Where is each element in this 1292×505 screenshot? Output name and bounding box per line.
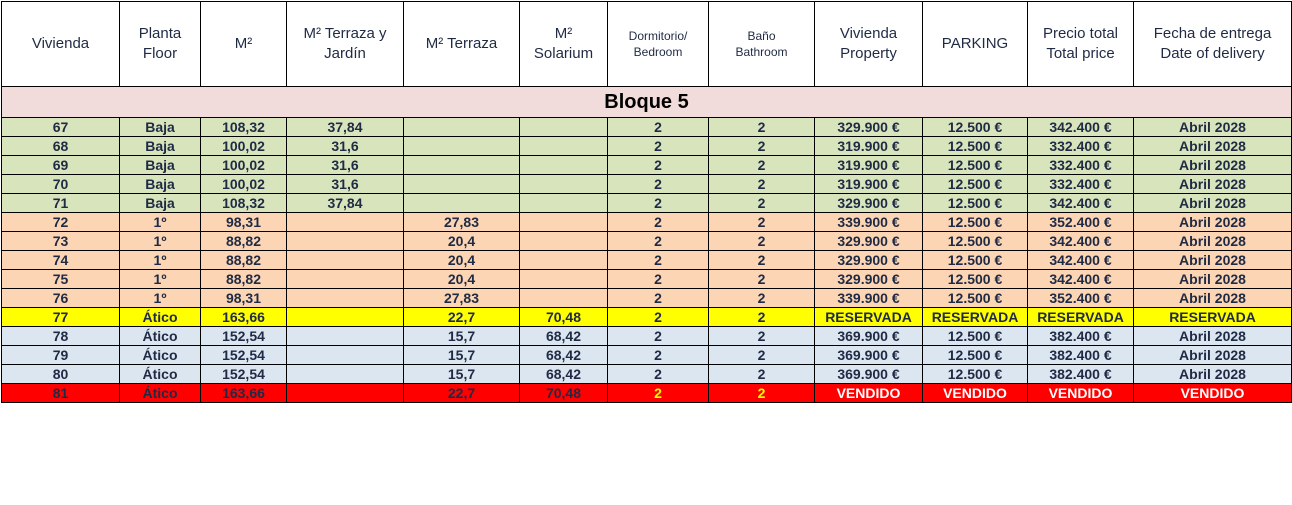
table-cell-fecha-entrega: Abril 2028 bbox=[1134, 251, 1292, 270]
table-cell-parking: 12.500 € bbox=[923, 289, 1028, 308]
column-header-m2-solarium bbox=[520, 2, 608, 87]
table-cell-vivienda: 75 bbox=[2, 270, 120, 289]
table-cell-vivienda-property: 329.900 € bbox=[815, 232, 923, 251]
table-cell-precio-total: 382.400 € bbox=[1028, 327, 1134, 346]
table-cell-vivienda: 74 bbox=[2, 251, 120, 270]
table-cell-precio-total: 342.400 € bbox=[1028, 194, 1134, 213]
table-cell-precio-total: 342.400 € bbox=[1028, 118, 1134, 137]
table-cell-m2: 88,82 bbox=[201, 251, 287, 270]
table-cell-vivienda: 69 bbox=[2, 156, 120, 175]
table-cell-planta: 1º bbox=[120, 232, 201, 251]
table-cell-planta: Baja bbox=[120, 118, 201, 137]
table-cell-m2-terraza: 15,7 bbox=[404, 365, 520, 384]
table-cell-precio-total: 342.400 € bbox=[1028, 270, 1134, 289]
table-cell-m2: 88,82 bbox=[201, 270, 287, 289]
table-cell-vivienda-property: 369.900 € bbox=[815, 346, 923, 365]
table-cell-parking: 12.500 € bbox=[923, 194, 1028, 213]
table-cell-dormitorio: 2 bbox=[608, 213, 709, 232]
table-cell-planta: Ático bbox=[120, 384, 201, 403]
table-cell-vivienda: 77 bbox=[2, 308, 120, 327]
table-cell-fecha-entrega: Abril 2028 bbox=[1134, 346, 1292, 365]
table-cell-m2: 100,02 bbox=[201, 137, 287, 156]
table-cell-bano: 2 bbox=[709, 308, 815, 327]
table-cell-dormitorio: 2 bbox=[608, 270, 709, 289]
table-cell-m2-terraza-jardin bbox=[287, 384, 404, 403]
header-line: Vivienda bbox=[839, 24, 898, 42]
table-cell-dormitorio: 2 bbox=[608, 327, 709, 346]
table-cell-parking: 12.500 € bbox=[923, 232, 1028, 251]
table-cell-planta: Ático bbox=[120, 308, 201, 327]
table-cell-m2-terraza: 22,7 bbox=[404, 308, 520, 327]
header-line: Property bbox=[840, 45, 897, 62]
header-line: Vivienda bbox=[31, 34, 90, 52]
column-header-dormitorio bbox=[608, 2, 709, 87]
table-cell-m2-terraza: 27,83 bbox=[404, 213, 520, 232]
table-cell-dormitorio: 2 bbox=[608, 365, 709, 384]
table-cell-m2: 152,54 bbox=[201, 327, 287, 346]
table-cell-m2: 108,32 bbox=[201, 118, 287, 137]
header-line: Bedroom bbox=[633, 45, 683, 59]
table-cell-parking: 12.500 € bbox=[923, 251, 1028, 270]
table-cell-planta: 1º bbox=[120, 289, 201, 308]
header-line: Date of delivery bbox=[1160, 45, 1265, 62]
table-cell-dormitorio: 2 bbox=[608, 156, 709, 175]
table-cell-dormitorio: 2 bbox=[608, 175, 709, 194]
table-cell-m2-terraza bbox=[404, 118, 520, 137]
table-cell-m2-terraza-jardin bbox=[287, 251, 404, 270]
table-cell-vivienda: 80 bbox=[2, 365, 120, 384]
table-cell-m2-solarium bbox=[520, 232, 608, 251]
table-cell-m2-solarium bbox=[520, 156, 608, 175]
table-cell-dormitorio: 2 bbox=[608, 137, 709, 156]
table-cell-planta: Ático bbox=[120, 346, 201, 365]
table-cell-precio-total: 332.400 € bbox=[1028, 156, 1134, 175]
table-cell-m2-terraza: 15,7 bbox=[404, 346, 520, 365]
table-cell-m2: 98,31 bbox=[201, 213, 287, 232]
table-cell-m2-terraza bbox=[404, 194, 520, 213]
table-cell-planta: Baja bbox=[120, 137, 201, 156]
table-row bbox=[2, 365, 1292, 384]
table-cell-vivienda: 72 bbox=[2, 213, 120, 232]
table-cell-vivienda: 81 bbox=[2, 384, 120, 403]
table-cell-bano: 2 bbox=[709, 384, 815, 403]
column-header-m2-terraza bbox=[404, 2, 520, 87]
table-cell-m2-terraza-jardin bbox=[287, 289, 404, 308]
header-line: PARKING bbox=[941, 34, 1009, 52]
table-cell-dormitorio: 2 bbox=[608, 118, 709, 137]
table-cell-m2-terraza-jardin bbox=[287, 308, 404, 327]
table-row bbox=[2, 156, 1292, 175]
table-cell-vivienda: 76 bbox=[2, 289, 120, 308]
column-header-parking bbox=[923, 2, 1028, 87]
table-cell-m2-terraza-jardin bbox=[287, 327, 404, 346]
table-cell-m2-terraza-jardin: 31,6 bbox=[287, 156, 404, 175]
table-cell-m2-terraza-jardin bbox=[287, 270, 404, 289]
table-cell-m2-terraza-jardin: 31,6 bbox=[287, 175, 404, 194]
table-cell-m2-solarium bbox=[520, 251, 608, 270]
table-cell-planta: Ático bbox=[120, 327, 201, 346]
table-cell-m2-solarium: 70,48 bbox=[520, 384, 608, 403]
header-line: M² bbox=[234, 34, 253, 52]
table-cell-vivienda-property: 369.900 € bbox=[815, 327, 923, 346]
table-row bbox=[2, 194, 1292, 213]
header-line: Planta bbox=[138, 24, 182, 42]
table-cell-fecha-entrega: VENDIDO bbox=[1134, 384, 1292, 403]
table-cell-vivienda: 70 bbox=[2, 175, 120, 194]
table-cell-fecha-entrega: Abril 2028 bbox=[1134, 175, 1292, 194]
table-cell-m2: 152,54 bbox=[201, 346, 287, 365]
table-cell-parking: 12.500 € bbox=[923, 137, 1028, 156]
table-row bbox=[2, 213, 1292, 232]
column-header-m2 bbox=[201, 2, 287, 87]
table-cell-precio-total: 332.400 € bbox=[1028, 137, 1134, 156]
header-line: Jardín bbox=[324, 45, 366, 62]
table-cell-m2-terraza bbox=[404, 175, 520, 194]
table-cell-m2-solarium bbox=[520, 137, 608, 156]
table-row bbox=[2, 346, 1292, 365]
table-cell-fecha-entrega: Abril 2028 bbox=[1134, 270, 1292, 289]
table-cell-m2-solarium bbox=[520, 213, 608, 232]
table-cell-planta: Ático bbox=[120, 365, 201, 384]
table-cell-m2: 100,02 bbox=[201, 175, 287, 194]
table-cell-planta: Baja bbox=[120, 156, 201, 175]
price-list-table bbox=[1, 1, 1292, 403]
table-cell-vivienda-property: 329.900 € bbox=[815, 251, 923, 270]
table-cell-m2: 88,82 bbox=[201, 232, 287, 251]
table-cell-m2-solarium bbox=[520, 289, 608, 308]
table-cell-vivienda-property: 329.900 € bbox=[815, 270, 923, 289]
table-cell-precio-total: 382.400 € bbox=[1028, 365, 1134, 384]
table-row bbox=[2, 308, 1292, 327]
table-cell-dormitorio: 2 bbox=[608, 251, 709, 270]
table-cell-m2: 163,66 bbox=[201, 384, 287, 403]
table-cell-dormitorio: 2 bbox=[608, 232, 709, 251]
header-line: M² bbox=[554, 24, 573, 42]
table-cell-fecha-entrega: Abril 2028 bbox=[1134, 213, 1292, 232]
table-cell-m2: 100,02 bbox=[201, 156, 287, 175]
table-cell-m2-solarium: 68,42 bbox=[520, 346, 608, 365]
table-cell-m2-terraza bbox=[404, 156, 520, 175]
table-cell-m2-terraza-jardin bbox=[287, 365, 404, 384]
section-title: Bloque 5 bbox=[2, 87, 1292, 118]
table-cell-parking: 12.500 € bbox=[923, 175, 1028, 194]
section-row bbox=[2, 87, 1292, 118]
table-cell-precio-total: 342.400 € bbox=[1028, 251, 1134, 270]
table-cell-m2-terraza-jardin: 31,6 bbox=[287, 137, 404, 156]
table-cell-vivienda-property: 329.900 € bbox=[815, 118, 923, 137]
table-cell-fecha-entrega: Abril 2028 bbox=[1134, 232, 1292, 251]
table-cell-dormitorio: 2 bbox=[608, 384, 709, 403]
table-cell-vivienda-property: 329.900 € bbox=[815, 194, 923, 213]
table-row bbox=[2, 289, 1292, 308]
table-cell-m2-terraza-jardin: 37,84 bbox=[287, 194, 404, 213]
table-cell-m2-terraza: 27,83 bbox=[404, 289, 520, 308]
table-cell-vivienda-property: 319.900 € bbox=[815, 175, 923, 194]
table-cell-fecha-entrega: Abril 2028 bbox=[1134, 156, 1292, 175]
table-cell-bano: 2 bbox=[709, 251, 815, 270]
table-cell-dormitorio: 2 bbox=[608, 308, 709, 327]
table-cell-m2-terraza-jardin: 37,84 bbox=[287, 118, 404, 137]
table-cell-m2-solarium bbox=[520, 270, 608, 289]
table-cell-precio-total: 332.400 € bbox=[1028, 175, 1134, 194]
table-cell-bano: 2 bbox=[709, 346, 815, 365]
table-cell-bano: 2 bbox=[709, 289, 815, 308]
table-row bbox=[2, 137, 1292, 156]
table-cell-vivienda: 71 bbox=[2, 194, 120, 213]
table-cell-planta: Baja bbox=[120, 194, 201, 213]
table-cell-vivienda-property: 339.900 € bbox=[815, 289, 923, 308]
table-cell-parking: 12.500 € bbox=[923, 365, 1028, 384]
table-cell-m2: 108,32 bbox=[201, 194, 287, 213]
table-row bbox=[2, 251, 1292, 270]
header-line: M² Terraza bbox=[425, 34, 498, 52]
table-cell-m2-terraza: 20,4 bbox=[404, 270, 520, 289]
table-cell-dormitorio: 2 bbox=[608, 289, 709, 308]
header-line: Fecha de entrega bbox=[1153, 24, 1272, 42]
table-cell-planta: 1º bbox=[120, 270, 201, 289]
column-header-planta bbox=[120, 2, 201, 87]
table-cell-fecha-entrega: RESERVADA bbox=[1134, 308, 1292, 327]
table-row bbox=[2, 270, 1292, 289]
table-cell-m2-terraza: 20,4 bbox=[404, 232, 520, 251]
table-cell-parking: 12.500 € bbox=[923, 327, 1028, 346]
table-cell-bano: 2 bbox=[709, 327, 815, 346]
column-header-vivienda bbox=[2, 2, 120, 87]
column-header-precio-total bbox=[1028, 2, 1134, 87]
table-cell-bano: 2 bbox=[709, 270, 815, 289]
column-header-fecha-entrega bbox=[1134, 2, 1292, 87]
table-cell-planta: Baja bbox=[120, 175, 201, 194]
table-cell-parking: RESERVADA bbox=[923, 308, 1028, 327]
header-line: Dormitorio/ bbox=[628, 28, 688, 43]
table-cell-planta: 1º bbox=[120, 251, 201, 270]
table-cell-m2-terraza: 20,4 bbox=[404, 251, 520, 270]
table-cell-m2-solarium bbox=[520, 194, 608, 213]
header-line: Floor bbox=[142, 45, 178, 62]
table-cell-precio-total: RESERVADA bbox=[1028, 308, 1134, 327]
table-cell-vivienda-property: 339.900 € bbox=[815, 213, 923, 232]
table-cell-vivienda-property: 319.900 € bbox=[815, 137, 923, 156]
header-line: Total price bbox=[1046, 45, 1115, 62]
table-cell-m2: 163,66 bbox=[201, 308, 287, 327]
table-cell-fecha-entrega: Abril 2028 bbox=[1134, 137, 1292, 156]
table-cell-vivienda: 78 bbox=[2, 327, 120, 346]
table-cell-m2-terraza-jardin bbox=[287, 346, 404, 365]
table-cell-bano: 2 bbox=[709, 213, 815, 232]
header-line: Solarium bbox=[533, 45, 594, 62]
column-header-bano bbox=[709, 2, 815, 87]
table-cell-bano: 2 bbox=[709, 232, 815, 251]
table-cell-fecha-entrega: Abril 2028 bbox=[1134, 289, 1292, 308]
table-cell-parking: 12.500 € bbox=[923, 346, 1028, 365]
table-cell-vivienda: 68 bbox=[2, 137, 120, 156]
table-cell-parking: 12.500 € bbox=[923, 270, 1028, 289]
table-cell-m2-solarium: 70,48 bbox=[520, 308, 608, 327]
header-line: Precio total bbox=[1042, 24, 1119, 42]
table-cell-bano: 2 bbox=[709, 175, 815, 194]
table-cell-bano: 2 bbox=[709, 156, 815, 175]
table-cell-m2-terraza: 15,7 bbox=[404, 327, 520, 346]
table-cell-vivienda-property: RESERVADA bbox=[815, 308, 923, 327]
column-header-vivienda-property bbox=[815, 2, 923, 87]
header-row bbox=[2, 2, 1292, 87]
table-cell-parking: 12.500 € bbox=[923, 118, 1028, 137]
table-cell-m2-solarium: 68,42 bbox=[520, 365, 608, 384]
table-cell-precio-total: 382.400 € bbox=[1028, 346, 1134, 365]
table-cell-fecha-entrega: Abril 2028 bbox=[1134, 327, 1292, 346]
table-row bbox=[2, 175, 1292, 194]
table-cell-m2-terraza: 22,7 bbox=[404, 384, 520, 403]
table-cell-fecha-entrega: Abril 2028 bbox=[1134, 365, 1292, 384]
table-row bbox=[2, 232, 1292, 251]
table-cell-m2-terraza bbox=[404, 137, 520, 156]
table-cell-planta: 1º bbox=[120, 213, 201, 232]
table-cell-precio-total: 352.400 € bbox=[1028, 289, 1134, 308]
header-line: Baño bbox=[747, 28, 776, 43]
table-cell-m2-terraza-jardin bbox=[287, 213, 404, 232]
table-cell-fecha-entrega: Abril 2028 bbox=[1134, 194, 1292, 213]
table-cell-precio-total: 352.400 € bbox=[1028, 213, 1134, 232]
table-cell-bano: 2 bbox=[709, 365, 815, 384]
table-cell-vivienda: 73 bbox=[2, 232, 120, 251]
table-cell-m2: 98,31 bbox=[201, 289, 287, 308]
table-cell-parking: 12.500 € bbox=[923, 156, 1028, 175]
table-cell-precio-total: VENDIDO bbox=[1028, 384, 1134, 403]
table-cell-bano: 2 bbox=[709, 194, 815, 213]
table-cell-vivienda-property: 319.900 € bbox=[815, 156, 923, 175]
column-header-m2-terraza-jardin bbox=[287, 2, 404, 87]
table-cell-parking: VENDIDO bbox=[923, 384, 1028, 403]
table-row bbox=[2, 118, 1292, 137]
table-row bbox=[2, 327, 1292, 346]
header-line: M² Terraza y bbox=[303, 24, 387, 42]
table-cell-bano: 2 bbox=[709, 118, 815, 137]
table-cell-fecha-entrega: Abril 2028 bbox=[1134, 118, 1292, 137]
table-cell-bano: 2 bbox=[709, 137, 815, 156]
table-cell-vivienda-property: 369.900 € bbox=[815, 365, 923, 384]
table-cell-vivienda: 79 bbox=[2, 346, 120, 365]
table-cell-m2: 152,54 bbox=[201, 365, 287, 384]
table-cell-m2-solarium bbox=[520, 175, 608, 194]
header-line: Bathroom bbox=[735, 45, 788, 59]
table-row bbox=[2, 384, 1292, 403]
table-cell-parking: 12.500 € bbox=[923, 213, 1028, 232]
table-cell-m2-solarium: 68,42 bbox=[520, 327, 608, 346]
table-cell-vivienda-property: VENDIDO bbox=[815, 384, 923, 403]
table-cell-dormitorio: 2 bbox=[608, 194, 709, 213]
table-cell-dormitorio: 2 bbox=[608, 346, 709, 365]
table-cell-vivienda: 67 bbox=[2, 118, 120, 137]
table-cell-precio-total: 342.400 € bbox=[1028, 232, 1134, 251]
table-cell-m2-terraza-jardin bbox=[287, 232, 404, 251]
table-cell-m2-solarium bbox=[520, 118, 608, 137]
